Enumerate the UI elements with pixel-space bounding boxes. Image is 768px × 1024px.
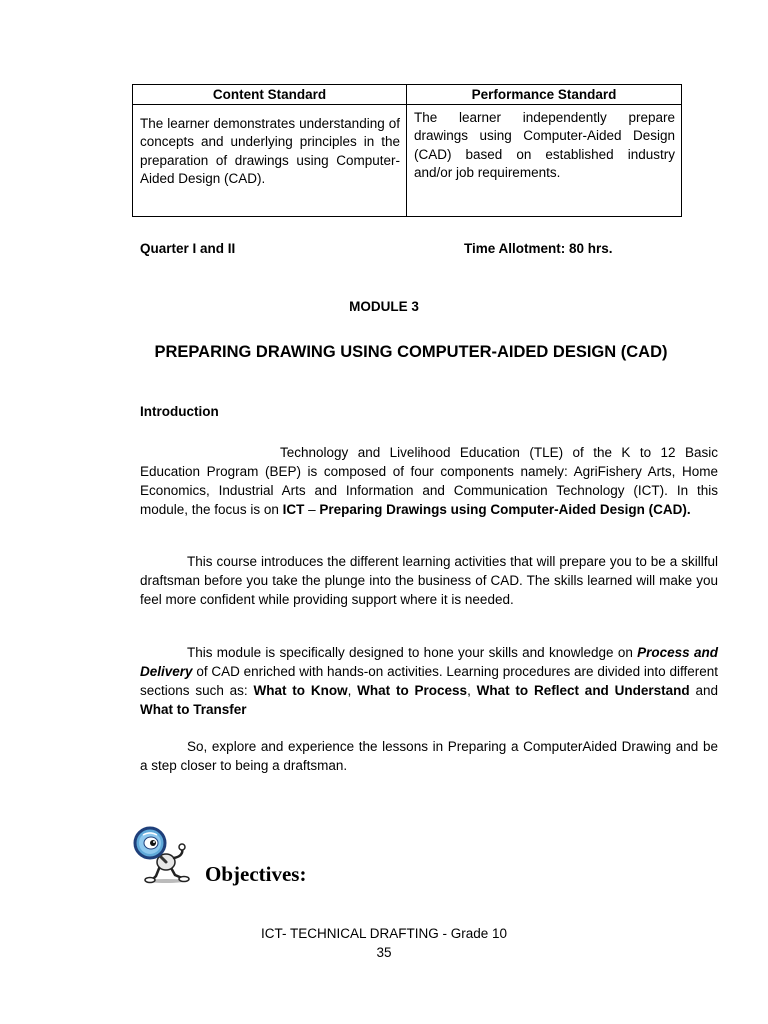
page-footer xyxy=(0,924,768,962)
module-title: PREPARING DRAWING USING COMPUTER-AIDED DESIGN (CAD) xyxy=(154,343,668,361)
performance-standard-text: The learner independently prepare drawings using Computer-Aided Design (CAD) based on established industry and/or job requirements. xyxy=(407,105,682,217)
footer-course-label: ICT- TECHNICAL DRAFTING - Grade 10 xyxy=(260,926,508,941)
content-standard-text: The learner demonstrates understanding of concepts and underlying principles in the preparation of drawings using Computer-Aided Design (CAD). xyxy=(133,105,407,217)
time-allotment-label: Time Allotment: 80 hrs. xyxy=(464,241,613,256)
magnifying-glass-character-icon xyxy=(130,826,204,884)
module-number: MODULE 3 xyxy=(349,299,419,314)
performance-standard-header: Performance Standard xyxy=(407,85,682,105)
intro-paragraph-4: So, explore and experience the lessons in Preparing a ComputerAided Drawing and be a step closer to being a draftsman. xyxy=(140,739,718,773)
objectives-heading: Objectives: xyxy=(205,862,307,886)
standards-table xyxy=(132,84,682,217)
page-number: 35 xyxy=(376,945,392,960)
introduction-heading: Introduction xyxy=(140,404,219,419)
intro-paragraph-2: This course introduces the different learning activities that will prepare you to be a skillful draftsman before you take the plunge into the business of CAD. The skills learned will make you feel more confident while providing support where it is needed. xyxy=(140,554,718,607)
quarter-label: Quarter I and II xyxy=(140,241,236,256)
content-standard-header: Content Standard xyxy=(133,85,407,105)
intro-paragraph-3: This module is specifically designed to hone your skills and knowledge on Process and Delivery of CAD enriched with hands-on activities. Learning procedures are divided into different sections such as: What to Know, What to Process, What to Reflect and Understand and What to Transfer xyxy=(140,645,718,717)
intro-paragraph-1: Technology and Livelihood Education (TLE) of the K to 12 Basic Education Program (BEP) is composed of four components namely: AgriFishery Arts, Home Economics, Industrial Arts and Information and Communication Technology (ICT). In this module, the focus is on ICT – Preparing Drawings using Computer-Aided Design (CAD). xyxy=(140,445,718,517)
